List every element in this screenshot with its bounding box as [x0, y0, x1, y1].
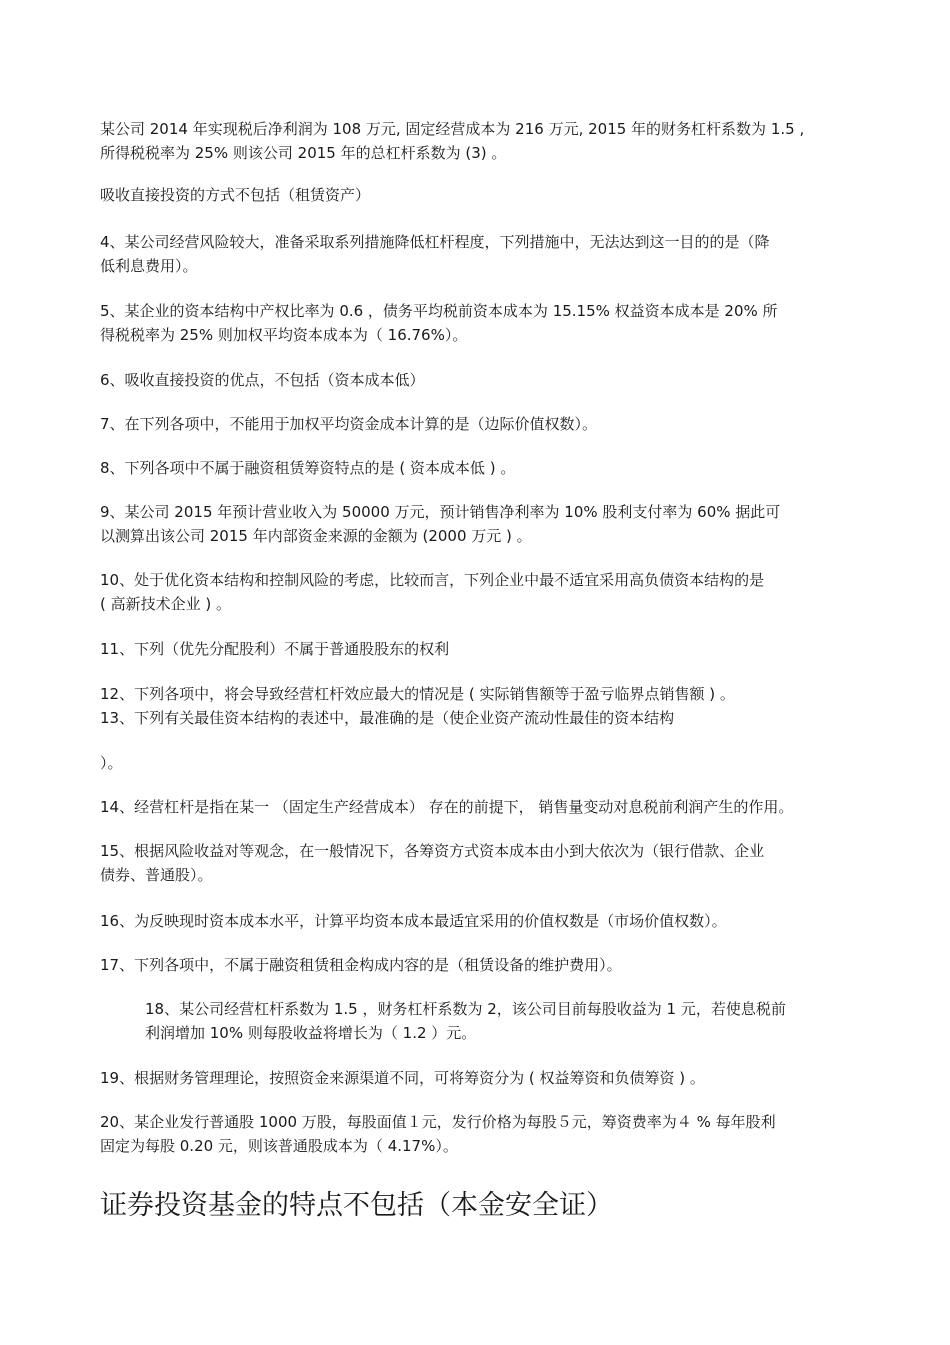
question-5: 5、某企业的资本结构中产权比率为 0.6 ，债务平均税前资本成本为 15.15% 权益资本成本是 20% 所 得税税率为 25% 则加权平均资本成本为（ 16.76%）。	[100, 302, 778, 344]
question-6: 6、吸收直接投资的优点，不包括（资本成本低）	[100, 371, 425, 389]
question-19: 19、根据财务管理理论，按照资金来源渠道不同，可将筹资分为 ( 权益筹资和负债筹资 ) 。	[100, 1069, 705, 1087]
question-13-end: ）。	[100, 754, 123, 772]
paragraph-1: 某公司 2014 年实现税后净利润为 108 万元, 固定经营成本为 216 万元, 2015 年的财务杠杆系数为 1.5 , 所得税税率为 25% 则该公司 2015 年的总杠杆系数为 (3) 。	[100, 120, 805, 162]
question-14: 14、经营杠杆是指在某一 （固定生产经营成本） 存在的前提下， 销售量变动对息税前利润产生的作用。	[100, 798, 794, 816]
question-10: 10、处于优化资本结构和控制风险的考虑，比较而言，下列企业中最不适宜采用高负债资本结构的是 ( 高新技术企业 ) 。	[100, 571, 765, 613]
question-18: 18、某公司经营杠杆系数为 1.5 ，财务杠杆系数为 2，该公司目前每股收益为 1 元，若使息税前 利润增加 10% 则每股收益将增长为（ 1.2 ）元。	[145, 1000, 786, 1042]
question-12-13: 12、下列各项中，将会导致经营杠杆效应最大的情况是 ( 实际销售额等于盈亏临界点销售额 ) 。 13、下列有关最佳资本结构的表述中，最准确的是（使企业资产流动性最佳的资本结构	[100, 685, 735, 727]
paragraph-2: 吸收直接投资的方式不包括（租赁资产）	[100, 186, 371, 204]
section-heading: 证券投资基金的特点不包括（本金安全证）	[100, 1190, 613, 1221]
question-4: 4、某公司经营风险较大，准备采取系列措施降低杠杆程度，下列措施中，无法达到这一目的的是（降 低利息费用）。	[100, 233, 770, 275]
question-16: 16、为反映现时资本成本水平，计算平均资本成本最适宜采用的价值权数是（市场价值权数）。	[100, 912, 727, 930]
question-17: 17、下列各项中，不属于融资租赁租金构成内容的是（租赁设备的维护费用）。	[100, 956, 622, 974]
question-15: 15、根据风险收益对等观念，在一般情况下，各筹资方式资本成本由小到大依次为（银行借款、企业 债券、普通股）。	[100, 842, 765, 884]
question-20: 20、某企业发行普通股 1000 万股，每股面值１元，发行价格为每股５元，筹资费率为４ % 每年股利 固定为每股 0.20 元，则该普通股成本为（ 4.17%）。	[100, 1113, 776, 1155]
question-11: 11、下列（优先分配股利）不属于普通股股东的权利	[100, 640, 450, 658]
question-7: 7、在下列各项中，不能用于加权平均资金成本计算的是（边际价值权数）。	[100, 415, 598, 433]
question-8: 8、下列各项中不属于融资租赁筹资特点的是 ( 资本成本低 ) 。	[100, 459, 516, 477]
question-9: 9、某公司 2015 年预计营业收入为 50000 万元，预计销售净利率为 10% 股利支付率为 60% 据此可 以测算出该公司 2015 年内部资金来源的金额为 (2000 万元 ) 。	[100, 503, 781, 545]
